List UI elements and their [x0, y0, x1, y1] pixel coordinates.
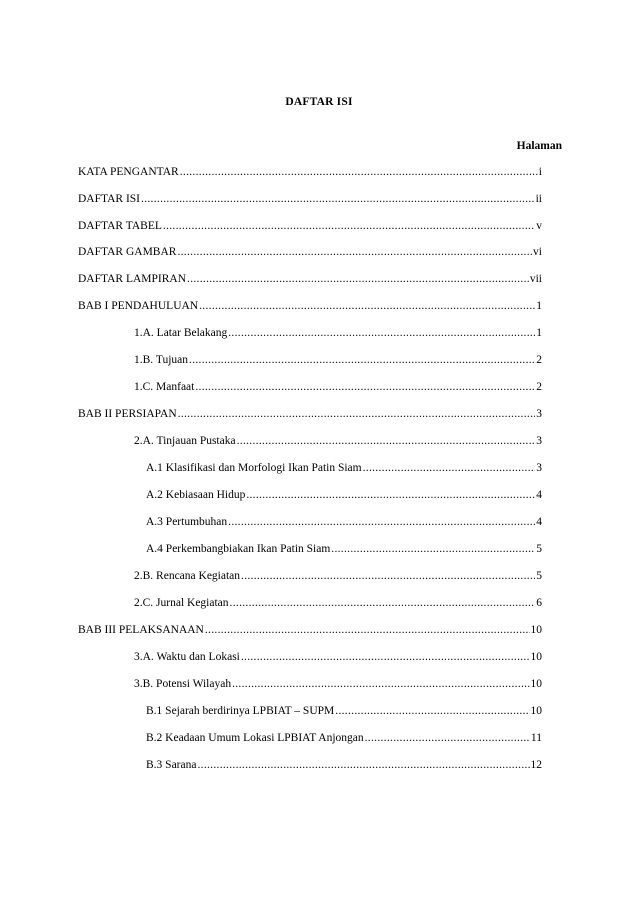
toc-leader-dots: [335, 704, 529, 718]
toc-entry-page: 3: [536, 408, 542, 420]
toc-entry: [146, 704, 542, 718]
toc-entry-label: 2.A. Tinjauan Pustaka: [134, 435, 236, 447]
toc-entry-page: ii: [535, 193, 542, 205]
toc-entry-page: 5: [536, 570, 542, 582]
toc-entry: [134, 326, 542, 340]
toc-entry: [146, 731, 542, 745]
toc-entry: [134, 569, 542, 583]
toc-leader-dots: [230, 596, 536, 610]
toc-entry-page: 11: [530, 732, 542, 744]
toc-entry-page: 3: [536, 435, 542, 447]
toc-entry-label: DAFTAR ISI: [78, 193, 141, 205]
toc-entry-page: 10: [530, 651, 542, 663]
toc-entry: [146, 515, 542, 529]
toc-entry-label: B.3 Sarana: [146, 759, 197, 771]
toc-entry-label: A.1 Klasifikasi dan Morfologi Ikan Patin Siam: [146, 462, 362, 474]
toc-leader-dots: [178, 407, 536, 421]
toc-entry-label: A.4 Perkembangbiakan Ikan Patin Siam: [146, 543, 331, 555]
toc-entry-label: BAB II PERSIAPAN: [78, 408, 177, 420]
toc-leader-dots: [163, 219, 535, 233]
toc-entry: [78, 272, 542, 286]
toc-leader-dots: [365, 731, 530, 745]
toc-leader-dots: [241, 650, 530, 664]
page-column-header: Halaman: [516, 140, 562, 152]
toc-leader-dots: [177, 245, 532, 259]
toc-entry: [78, 407, 542, 421]
toc-leader-dots: [363, 461, 536, 475]
toc-entry-label: DAFTAR LAMPIRAN: [78, 273, 187, 285]
toc-leader-dots: [246, 488, 535, 502]
toc-entry-page: vii: [529, 273, 542, 285]
toc-entry-label: A.2 Kebiasaan Hidup: [146, 489, 246, 501]
toc-entry-page: 6: [536, 597, 542, 609]
toc-entry-label: BAB I PENDAHULUAN: [78, 300, 199, 312]
toc-entry-label: DAFTAR GAMBAR: [78, 246, 177, 258]
toc-entry-page: 10: [530, 624, 542, 636]
toc-entry: [134, 596, 542, 610]
toc-entry-page: 2: [536, 381, 542, 393]
toc-leader-dots: [189, 353, 535, 367]
toc-entry: [78, 299, 542, 313]
toc-entry: [78, 165, 542, 179]
toc-entry: [134, 650, 542, 664]
toc-entry-label: A.3 Pertumbuhan: [146, 516, 228, 528]
toc-entry: [78, 245, 542, 259]
toc-entry: [78, 192, 542, 206]
toc-entry-label: B.1 Sejarah berdirinya LPBIAT – SUPM: [146, 705, 335, 717]
toc-entry-page: 5: [536, 543, 542, 555]
toc-leader-dots: [228, 326, 535, 340]
toc-entry: [146, 542, 542, 556]
toc-entry-label: KATA PENGANTAR: [78, 166, 179, 178]
toc-entry-label: 1.C. Manfaat: [134, 381, 195, 393]
toc-entry-page: i: [538, 166, 542, 178]
toc-leader-dots: [197, 758, 529, 772]
toc-entry: [134, 380, 542, 394]
toc-entry: [146, 758, 542, 772]
page-title: DAFTAR ISI: [285, 96, 353, 108]
toc-entry: [146, 488, 542, 502]
toc-entry-page: v: [536, 220, 542, 232]
toc-entry-page: 10: [530, 705, 542, 717]
toc-entry: [134, 677, 542, 691]
toc-entry-page: 1: [536, 300, 542, 312]
toc-leader-dots: [199, 299, 535, 313]
toc-entry-label: 1.A. Latar Belakang: [134, 327, 228, 339]
toc-entry-label: BAB III PELAKSANAAN: [78, 624, 204, 636]
toc-entry-page: 10: [530, 678, 542, 690]
toc-entry-label: B.2 Keadaan Umum Lokasi LPBIAT Anjongan: [146, 732, 364, 744]
toc-leader-dots: [232, 677, 529, 691]
toc-leader-dots: [141, 192, 535, 206]
toc-entry-page: 4: [536, 489, 542, 501]
toc-entry-label: 2.C. Jurnal Kegiatan: [134, 597, 229, 609]
toc-leader-dots: [195, 380, 535, 394]
toc-leader-dots: [228, 515, 535, 529]
toc-entry: [134, 434, 542, 448]
toc-leader-dots: [237, 434, 536, 448]
toc-leader-dots: [331, 542, 535, 556]
toc-entry-label: DAFTAR TABEL: [78, 220, 162, 232]
toc-entry-page: 2: [536, 354, 542, 366]
toc-entry: [78, 219, 542, 233]
toc-entry-page: 4: [536, 516, 542, 528]
toc-leader-dots: [187, 272, 529, 286]
toc-leader-dots: [180, 165, 538, 179]
toc-entry: [134, 353, 542, 367]
toc-entry-label: 3.A. Waktu dan Lokasi: [134, 651, 240, 663]
toc-entry-page: vi: [533, 246, 542, 258]
toc-entry-label: 3.B. Potensi Wilayah: [134, 678, 232, 690]
toc-entry-label: 2.B. Rencana Kegiatan: [134, 570, 241, 582]
toc-leader-dots: [205, 623, 530, 637]
toc-entry-page: 3: [536, 462, 542, 474]
toc-entry-page: 12: [530, 759, 542, 771]
toc-leader-dots: [241, 569, 535, 583]
toc-entry: [146, 461, 542, 475]
toc-entry-label: 1.B. Tujuan: [134, 354, 189, 366]
toc-entry: [78, 623, 542, 637]
toc-entry-page: 1: [536, 327, 542, 339]
